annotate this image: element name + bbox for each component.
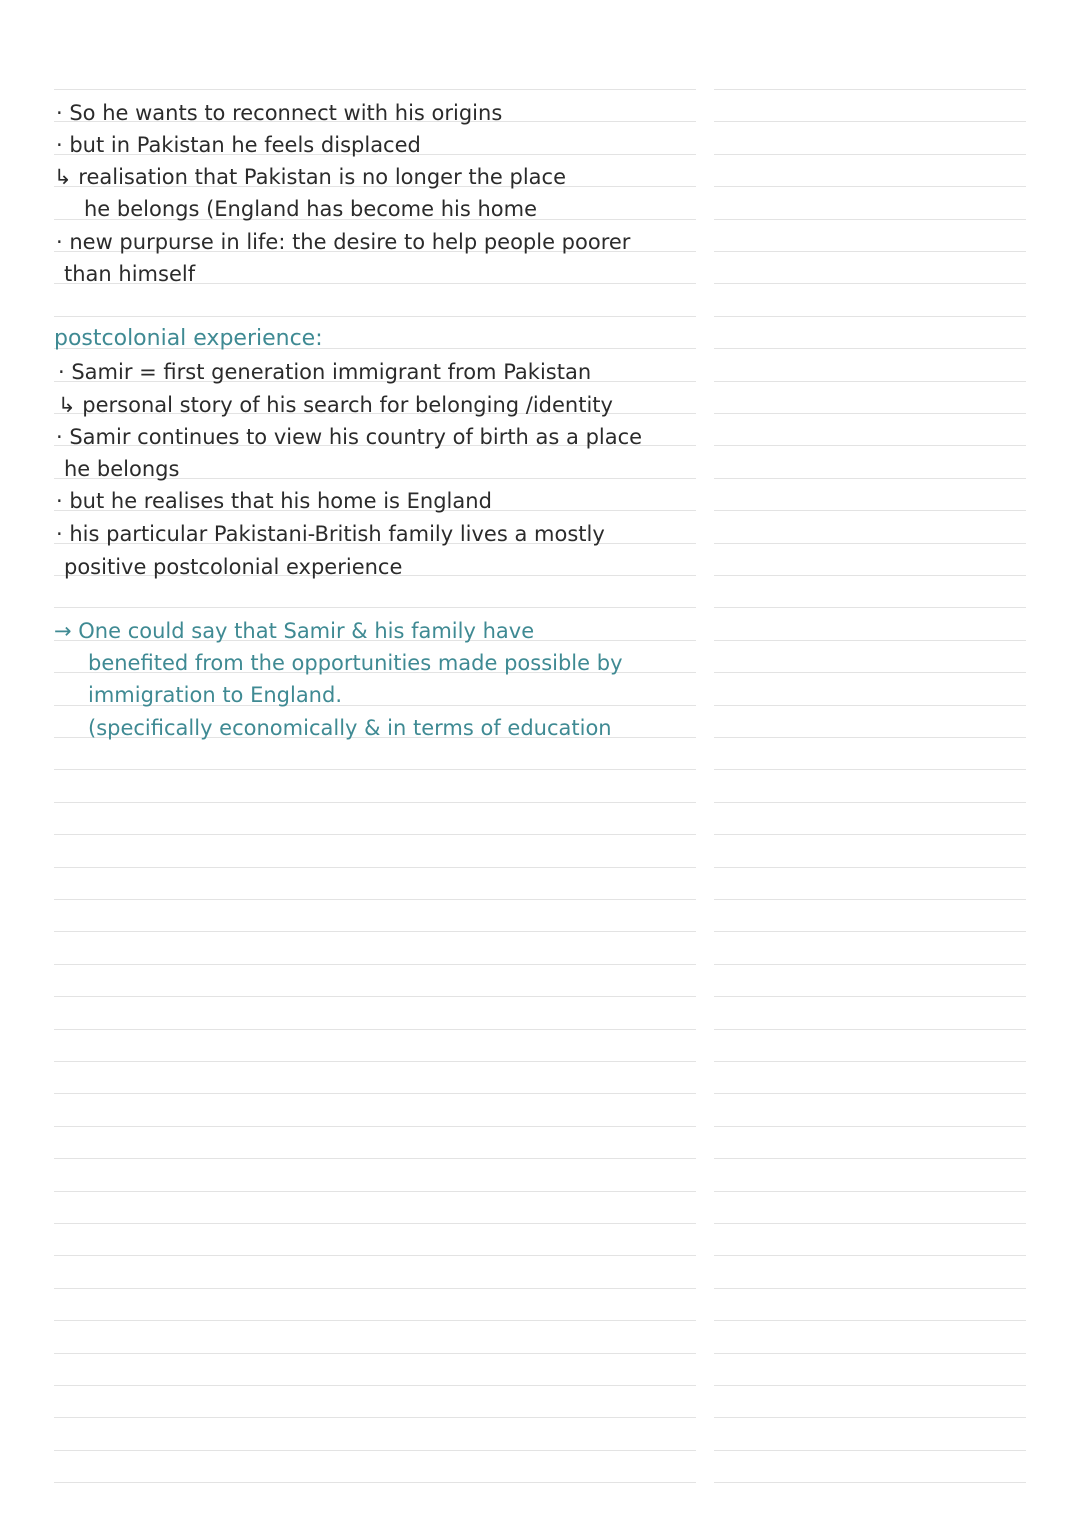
ruled-line-right — [714, 1417, 1026, 1418]
note-line-home-england: · but he realises that his home is England — [56, 489, 492, 513]
ruled-line-right — [714, 1158, 1026, 1159]
ruled-line-right — [714, 769, 1026, 770]
note-line-positive-experience: positive postcolonial experience — [64, 555, 403, 579]
ruled-line-right — [714, 1482, 1026, 1483]
ruled-line-left — [54, 1482, 696, 1483]
ruled-line-right — [714, 1061, 1026, 1062]
ruled-line-left — [54, 867, 696, 868]
ruled-line-left — [54, 1029, 696, 1030]
ruled-line-right — [714, 1450, 1026, 1451]
ruled-line-right — [714, 89, 1026, 90]
note-line-than-himself: than himself — [64, 262, 196, 286]
ruled-line-right — [714, 1223, 1026, 1224]
ruled-line-right — [714, 121, 1026, 122]
ruled-line-left — [54, 1353, 696, 1354]
ruled-line-right — [714, 348, 1026, 349]
ruled-line-right — [714, 640, 1026, 641]
ruled-line-left — [54, 1191, 696, 1192]
ruled-line-left — [54, 1450, 696, 1451]
ruled-line-right — [714, 931, 1026, 932]
ruled-line-left — [54, 316, 696, 317]
ruled-line-left — [54, 1093, 696, 1094]
ruled-line-right — [714, 445, 1026, 446]
note-line-first-generation: · Samir = first generation immigrant from Pakistan — [58, 360, 592, 384]
ruled-line-right — [714, 219, 1026, 220]
ruled-line-right — [714, 964, 1026, 965]
ruled-line-right — [714, 672, 1026, 673]
ruled-line-right — [714, 316, 1026, 317]
note-line-belongs: he belongs (England has become his home — [84, 197, 537, 221]
ruled-line-right — [714, 1191, 1026, 1192]
ruled-line-right — [714, 1288, 1026, 1289]
ruled-line-right — [714, 381, 1026, 382]
ruled-line-left — [54, 769, 696, 770]
ruled-line-right — [714, 251, 1026, 252]
ruled-line-right — [714, 1385, 1026, 1386]
ruled-line-left — [54, 996, 696, 997]
note-line-displaced: · but in Pakistan he feels displaced — [56, 133, 421, 157]
ruled-line-right — [714, 1320, 1026, 1321]
ruled-line-right — [714, 834, 1026, 835]
ruled-line-right — [714, 1029, 1026, 1030]
ruled-line-right — [714, 1093, 1026, 1094]
ruled-line-left — [54, 802, 696, 803]
ruled-line-right — [714, 575, 1026, 576]
conclusion-line-benefited: benefited from the opportunities made possible by — [88, 651, 623, 675]
ruled-line-right — [714, 802, 1026, 803]
ruled-line-left — [54, 931, 696, 932]
ruled-line-right — [714, 283, 1026, 284]
ruled-line-right — [714, 737, 1026, 738]
ruled-line-right — [714, 543, 1026, 544]
ruled-line-left — [54, 964, 696, 965]
ruled-line-left — [54, 1417, 696, 1418]
note-line-reconnect: · So he wants to reconnect with his origins — [56, 101, 503, 125]
ruled-line-left — [54, 1385, 696, 1386]
ruled-line-left — [54, 1158, 696, 1159]
conclusion-line-one-could-say: → One could say that Samir & his family have — [54, 619, 535, 643]
conclusion-line-immigration: immigration to England. — [88, 683, 342, 707]
note-line-new-purpose: · new purpurse in life: the desire to help people poorer — [56, 230, 631, 254]
ruled-line-left — [54, 1061, 696, 1062]
section-heading-postcolonial: postcolonial experience: — [54, 326, 323, 351]
ruled-line-right — [714, 510, 1026, 511]
ruled-line-left — [54, 89, 696, 90]
ruled-line-left — [54, 1255, 696, 1256]
ruled-line-right — [714, 899, 1026, 900]
conclusion-line-specifically: (specifically economically & in terms of education — [88, 716, 612, 740]
note-line-he-belongs: he belongs — [64, 457, 180, 481]
ruled-line-right — [714, 186, 1026, 187]
ruled-line-right — [714, 705, 1026, 706]
ruled-line-left — [54, 834, 696, 835]
ruled-line-right — [714, 996, 1026, 997]
ruled-line-left — [54, 607, 696, 608]
ruled-line-right — [714, 867, 1026, 868]
note-line-family: · his particular Pakistani-British family lives a mostly — [56, 522, 605, 546]
ruled-line-right — [714, 478, 1026, 479]
ruled-line-right — [714, 154, 1026, 155]
ruled-line-right — [714, 1126, 1026, 1127]
ruled-line-left — [54, 1223, 696, 1224]
ruled-line-right — [714, 413, 1026, 414]
note-line-country-of-birth: · Samir continues to view his country of birth as a place — [56, 425, 643, 449]
note-line-personal-story: ↳ personal story of his search for belonging /identity — [58, 393, 613, 417]
ruled-line-left — [54, 1288, 696, 1289]
ruled-line-right — [714, 607, 1026, 608]
note-line-realisation: ↳ realisation that Pakistan is no longer the place — [54, 165, 567, 189]
ruled-line-left — [54, 899, 696, 900]
ruled-line-left — [54, 1320, 696, 1321]
ruled-line-right — [714, 1255, 1026, 1256]
ruled-line-right — [714, 1353, 1026, 1354]
ruled-line-left — [54, 1126, 696, 1127]
